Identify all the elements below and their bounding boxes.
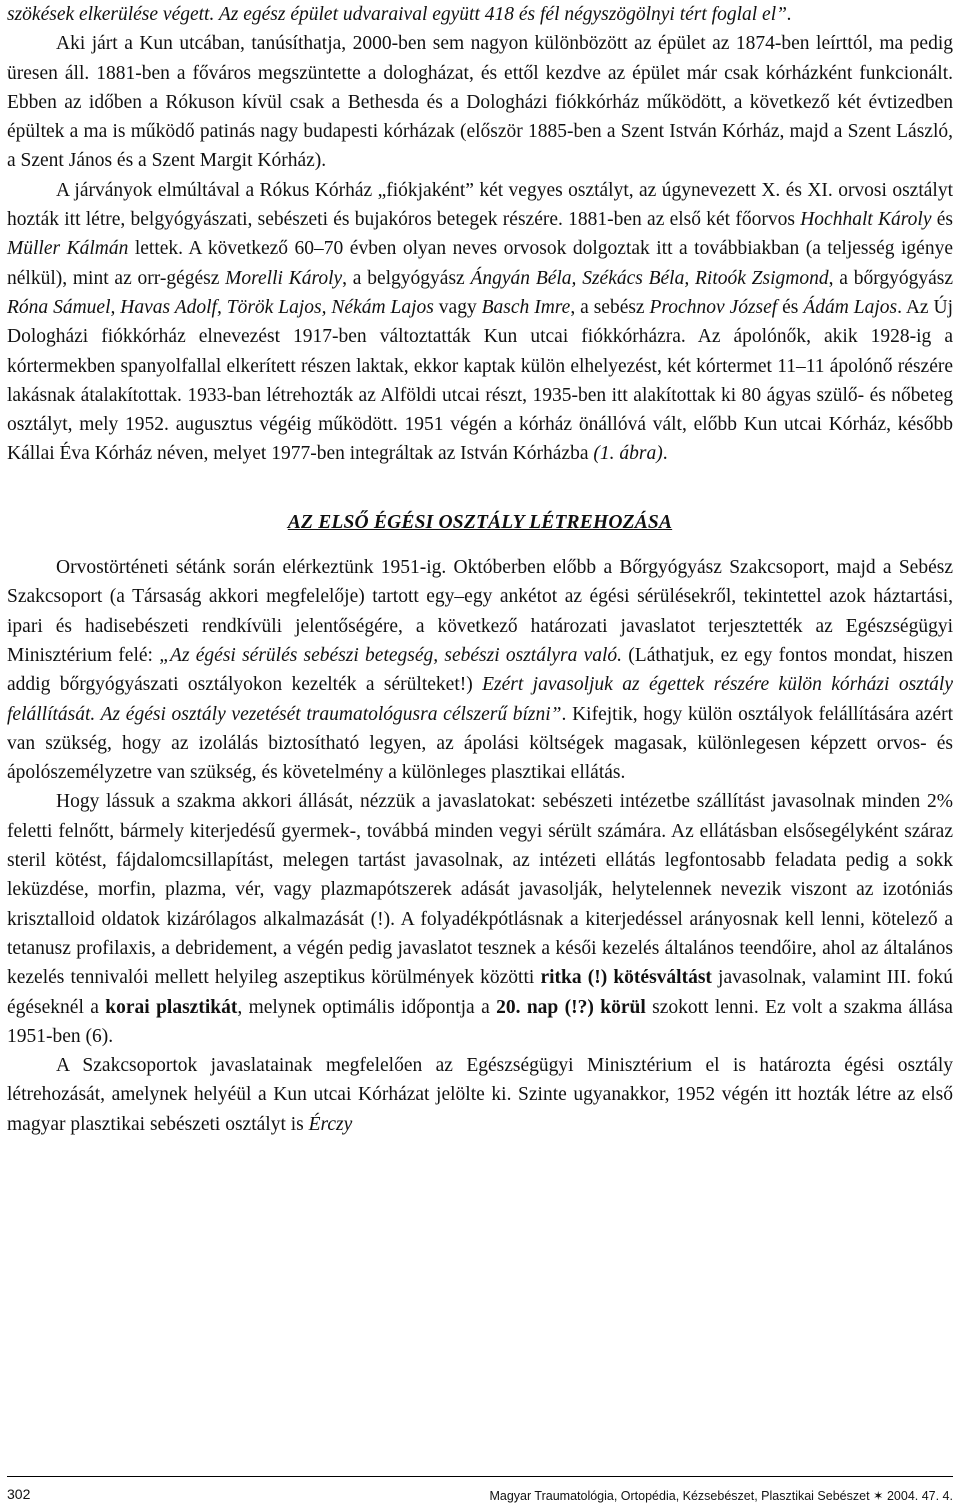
bold-text: 20. nap (!?) körül xyxy=(496,996,646,1018)
italic-text: Basch Imre xyxy=(481,296,571,318)
page-number: 302 xyxy=(7,1486,31,1502)
text-run: . Az Új Dologházi fiókkórház elnevezést 1917-ben változtatták Kun utcai fiókkórházra. Az ápolónők, akik 1928-ig a kórtermekben spanyolfallal elkerített részen laktak, ekkor kaptak külön elhelyezést, két kórtermet 11–11 ápolónő részére lakásnak átalakítottak. 1933-ban létrehozták az Alföldi utcai részt, 1935-ben itt alakítottak ki 80 ágyas szülő- és nőbeteg osztályt, mely 1952. augusztus végéig működött. 1951 végén a kórház önállóvá vált, előbb Kun utcai Kórház, később Kállai Éva Kórház néven, melyet 1977-ben integráltak az István Kórházba xyxy=(7,296,953,465)
text-run: Aki járt a Kun utcában, tanúsíthatja, 2000-ben sem nagyon különbözött az épület az 1874-ben leírttól, ma pedig üresen áll. 1881-ben a főváros megszüntette a dologházat, és ettől kezdve az épület már csak kórházként funkcionált. Ebben az időben a Rókuson kívül csak a Bethesda és a Dologházi fiókkórház működött, a következő két évtizedben épültek a ma is működő patinás nagy budapesti kórházak (először 1885-ben a Szent István Kórház, majd a Szent László, a Szent János és a Szent Margit Kórház). xyxy=(7,33,953,172)
text-run: . xyxy=(662,443,668,465)
paragraph xyxy=(7,553,953,787)
paragraph xyxy=(7,1051,953,1139)
italic-text: Prochnov József xyxy=(649,296,778,318)
text-run: javasolnak, valamint III. fokú égéseknél a xyxy=(7,967,953,1018)
italic-text: Ádám Lajos xyxy=(803,296,898,318)
journal-citation: Magyar Traumatológia, Ortopédia, Kézsebészet, Plasztikai Sebészet ✶ 2004. 47. 4. xyxy=(489,1489,953,1503)
italic-text: szökések elkerülése végett. Az egész épület udvaraival együtt 418 és fél négyszögölnyi tért foglal el”. xyxy=(7,4,792,25)
text-run: . Kifejtik, hogy külön osztályok felállítására azért van szükség, hogy az izolálás biztosítható legyen, az ápolási költségek magasak, különlegesen képzett orvos- és ápolószemélyzetre van szükség, és követelmény a különleges plasztikai ellátás. xyxy=(7,703,954,784)
text-run: Hogy lássuk a szakma akkori állását, nézzük a javaslatokat: sebészeti intézetbe szállítást javasolnak minden 2% feletti felnőtt, bármely kiterjedésű gyermek-, továbbá minden vegyi sérült számára. Az ellátásban elsősegélyként száraz steril kötést, fájdalomcsillapítást, melegen tartást javasolnak, az intézeti ellátás legfontosabb feladata pedig a sokk leküzdése, morfin, plazma, vér, vagy plazmapótszerek adását javasolják, helytelennek nevezik viszont az izotóniás krisztalloid oldatok kizárólagos alkalmazását (!). A folyadékpótlásnak a kiterjedéssel arányosnak kell lenni, kötelező a tetanusz profilaxis, a debridement, a végén pedig javaslatot tesznek a késői kezelés általános teendőire, ahol az általános kezelés tennivalói mellett helyileg aszeptikus körülmények közötti xyxy=(7,791,953,989)
text-run: Orvostörténeti sétánk során elérkeztünk 1951-ig. Októberben előbb a Bőrgyógyász Szakcsoport, majd a Sebész Szakcsoport (a Társaság akkori megfelelője) tartott egy–egy ankétot az égési sérülésekről, tekintettel azok háztartási, ipari és hadisebészeti rendkívüli jelentőségére, a következő határozati javaslatot terjesztették az Egészségügyi Minisztérium felé: xyxy=(7,557,953,666)
italic-text: Ezért javasoljuk az égettek részére külön kórházi osztály felállítását. Az égési osztály vezetését traumatológusra célszerű bízni” xyxy=(7,674,953,725)
paragraph xyxy=(7,29,953,175)
text-run: , a sebész xyxy=(570,296,650,318)
text-run: lettek. A következő 60–70 évben olyan neves orvosok dolgoztak itt a továbbiakban (a teljesség igénye nélkül), mint az orr-gégész xyxy=(7,238,953,289)
italic-text: Érczy xyxy=(308,1113,353,1135)
text-run: és xyxy=(931,209,953,231)
paragraph xyxy=(7,0,953,29)
italic-text: Hochhalt Károly xyxy=(800,209,932,231)
text-run: A Szakcsoportok javaslatainak megfelelően az Egészségügyi Minisztérium el is határozta égési osztály létrehozását, amelynek helyéül a Kun utcai Kórházat jelölte ki. Szinte ugyanakkor, 1952 végén itt hozták létre az első magyar plasztikai sebészeti osztályt is xyxy=(7,1055,953,1135)
italic-text: Róna Sámuel, Havas Adolf, Török Lajos, Nékám Lajos xyxy=(7,296,434,318)
italic-text: (1. ábra) xyxy=(593,443,663,465)
paragraph xyxy=(7,176,953,469)
article-text xyxy=(7,0,953,1139)
italic-text: „Az égési sérülés sebészi betegség, sebészi osztályra való. xyxy=(159,644,623,666)
footer-divider xyxy=(7,1476,953,1477)
text-run: (Láthatjuk, ez egy fontos mondat, hiszen addig bőrgyógyászati osztályokon kezelték a sérülteket!) xyxy=(7,644,953,696)
section-heading: AZ ELSŐ ÉGÉSI OSZTÁLY LÉTREHOZÁSA xyxy=(287,511,673,533)
paragraph xyxy=(7,787,953,1051)
text-run: szokott lenni. Ez volt a szakma állása 1951-ben (6). xyxy=(7,996,953,1047)
text-run: , a belgyógyász xyxy=(342,267,471,289)
italic-text: Morelli Károly xyxy=(225,267,343,289)
text-run: és xyxy=(777,296,804,318)
text-run: A járványok elmúltával a Rókus Kórház „fiókjaként” két vegyes osztályt, az úgynevezett X. és XI. orvosi osztályt hozták itt létre, belgyógyászati, sebészeti és bujakóros betegek részére. 1881-ben az első két főorvos xyxy=(7,179,953,231)
text-run: , melynek optimális időpontja a xyxy=(237,996,497,1018)
italic-text: Müller Kálmán xyxy=(7,238,129,260)
text-run: , a bőrgyógyász xyxy=(828,267,953,289)
bold-text: korai plasztikát xyxy=(105,996,238,1018)
italic-text: Ángyán Béla, Székács Béla, Ritoók Zsigmond xyxy=(470,267,829,289)
text-run: vagy xyxy=(433,296,482,318)
bold-text: ritka (!) kötésváltást xyxy=(540,967,712,989)
